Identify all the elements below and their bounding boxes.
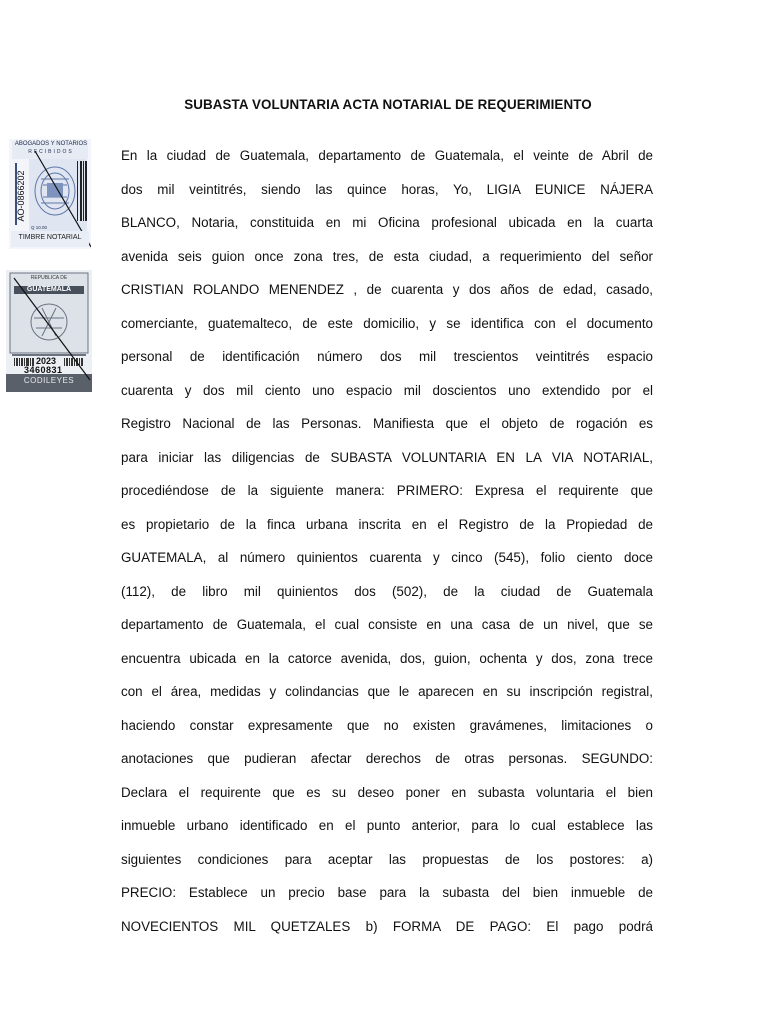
text-line: (112), de libro mil quinientos dos (502), de la ciudad de Guatemala	[121, 583, 653, 599]
text-line: avenida seis guion once zona tres, de esta ciudad, a requerimiento del señor	[121, 248, 653, 264]
text-line: anotaciones que pudieran afectar derechos de otras personas. SEGUNDO:	[121, 751, 653, 766]
text-line: GUATEMALA, al número quinientos cuarenta y cinco (545), folio ciento doce	[121, 550, 653, 565]
text-line: personal de identificación número dos mil trescientos veintitrés espacio	[121, 349, 653, 364]
fiscal-stamp-year: 2023	[36, 356, 57, 366]
text-line: CRISTIAN ROLANDO MENENDEZ , de cuarenta y dos años de edad, casado,	[121, 282, 653, 297]
fiscal-stamp-country: GUATEMALA	[26, 286, 72, 293]
notary-stamp	[9, 139, 91, 249]
fiscal-stamp-brand: CODILEYES	[23, 376, 75, 385]
text-line: comerciante, guatemalteco, de este domicilio, y se identifica con el documento	[121, 315, 653, 331]
text-line: departamento de Guatemala, el cual consiste en una casa de un nivel, que se	[121, 617, 653, 632]
text-line: haciendo constar expresamente que no existen gravámenes, limitaciones o	[121, 717, 653, 733]
text-line: con el área, medidas y colindancias que le aparecen en su inscripción registral,	[121, 684, 653, 699]
text-line: es propietario de la finca urbana inscrita en el Registro de la Propiedad de	[121, 516, 653, 532]
text-line: En la ciudad de Guatemala, departamento de Guatemala, el veinte de Abril de	[121, 148, 653, 163]
text-line: para iniciar las diligencias de SUBASTA VOLUNTARIA EN LA VIA NOTARIAL,	[121, 449, 653, 465]
fiscal-stamp-header: REPUBLICA DE	[30, 275, 68, 281]
text-line: PRECIO: Establece un precio base para la subasta del bien inmueble de	[121, 885, 653, 900]
text-line: cuarenta y dos mil ciento uno espacio mil doscientos uno extendido por el	[121, 382, 653, 398]
text-line: dos mil veintitrés, siendo las quince horas, Yo, LIGIA EUNICE NÁJERA	[121, 181, 653, 197]
text-line: BLANCO, Notaria, constituida en mi Oficina profesional ubicada en la cuarta	[121, 215, 653, 230]
notary-stamp-serial: AO-0866202	[16, 170, 26, 222]
fiscal-stamp	[6, 270, 92, 392]
text-line: procediéndose de la siguiente manera: PRIMERO: Expresa el requirente que	[121, 483, 653, 498]
text-line: Declara el requirente que es su deseo poner en subasta voluntaria el bien	[121, 784, 653, 800]
text-line: encuentra ubicada en la catorce avenida, dos, guion, ochenta y dos, zona trece	[121, 650, 653, 666]
fiscal-stamp-number: 3460831	[24, 365, 63, 375]
body-text	[121, 139, 653, 943]
text-line: siguientes condiciones para aceptar las propuestas de los postores: a)	[121, 851, 653, 867]
document-title: SUBASTA VOLUNTARIA ACTA NOTARIAL DE REQUERIMIENTO	[184, 97, 592, 112]
notary-stamp-sub: RECIBIDOS	[28, 149, 74, 155]
notary-stamp-small: Q 10.00	[31, 225, 48, 230]
notary-stamp-header: ABOGADOS Y NOTARIOS	[14, 141, 88, 147]
text-line: NOVECIENTOS MIL QUETZALES b) FORMA DE PAGO: El pago podrá	[121, 918, 653, 934]
notary-stamp-footer: TIMBRE NOTARIAL	[18, 234, 82, 241]
text-line: inmueble urbano identificado en el punto anterior, para lo cual establece las	[121, 818, 653, 833]
text-line: Registro Nacional de las Personas. Manifiesta que el objeto de rogación es	[121, 416, 653, 431]
